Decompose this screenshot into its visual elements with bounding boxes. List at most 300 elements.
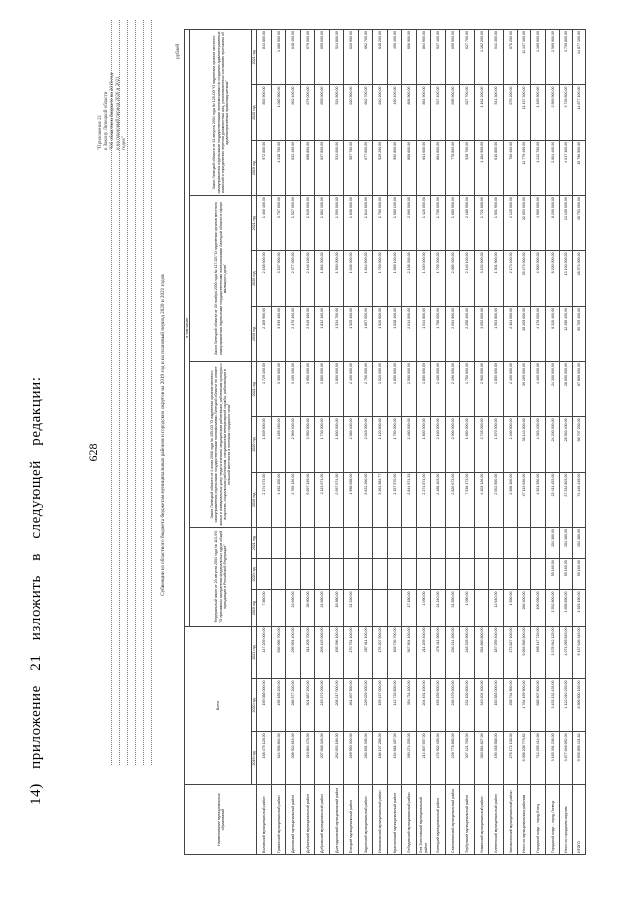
table-row — [445, 30, 460, 855]
value-cell: 27 332 803,00 — [560, 472, 573, 527]
value-cell: 1 862 300,00 — [315, 196, 330, 251]
value-cell: 14 877 100,00 — [573, 30, 586, 85]
year-header: 2021 год — [252, 362, 257, 417]
appendix-line: "Об областном бюджете на 2019 год — [110, 72, 115, 150]
value-cell: 2 258 400,00 — [460, 306, 475, 361]
value-cell: 168 475 128,00 — [257, 732, 272, 785]
appendix-line: годов" — [122, 136, 127, 150]
municipality-cell: Лев-Толстовский муниципальный район — [416, 785, 431, 855]
table-row — [387, 30, 402, 855]
value-cell — [387, 590, 402, 626]
value-cell: 2 820 673,00 — [445, 472, 460, 527]
value-cell: 2 113 071,00 — [315, 472, 330, 527]
value-cell — [300, 527, 315, 558]
value-cell: 1 527 000,00 — [286, 196, 301, 251]
value-cell: 176 207 500,00 — [373, 626, 388, 679]
municipality-cell: Липецкий муниципальный район — [431, 785, 446, 855]
value-cell — [358, 527, 373, 558]
value-cell: 864 900,00 — [416, 30, 431, 85]
value-cell: 3 739 800,00 — [560, 85, 573, 140]
value-cell: 4 017 100,00 — [560, 140, 573, 195]
value-cell — [518, 527, 531, 558]
year-header: 2021 год — [252, 30, 257, 85]
value-cell: 806 900,00 — [402, 30, 417, 85]
value-cell: 1 685 900,00 — [445, 196, 460, 251]
municipality-cell: Грязинский муниципальный район — [271, 785, 286, 855]
table-caption: Субвенции из областного бюджета бюджетам муниципальных районов и городских округов на 2019 год и на плановый период 2020 и 2021 годов — [160, 274, 166, 596]
value-cell: 1 800 000,00 — [416, 417, 431, 472]
value-cell — [344, 527, 359, 558]
value-cell: 778 800,00 — [445, 140, 460, 195]
value-cell: 620 900,00 — [344, 85, 359, 140]
value-cell: 1 090,00 — [416, 590, 431, 626]
amendment-heading — [28, 377, 45, 805]
value-cell: 3 109 100,00 — [286, 362, 301, 417]
municipality-cell: Хлевенский муниципальный район — [489, 785, 504, 855]
value-cell: 2 000 000,00 — [445, 417, 460, 472]
value-cell: 677 600,00 — [358, 140, 373, 195]
value-cell: 229 029 300,00 — [358, 679, 373, 732]
value-cell: 1 020 000,00 — [373, 362, 388, 417]
value-cell — [315, 527, 330, 558]
value-cell: 1 500 000,00 — [329, 251, 344, 306]
value-cell: 1 857 000,00 — [358, 306, 373, 361]
value-cell — [416, 559, 431, 590]
value-cell — [271, 590, 286, 626]
value-cell: 2 400 000,00 — [503, 362, 518, 417]
value-cell: 4 203 126,00 — [474, 472, 489, 527]
value-cell: 270 751 100,00 — [344, 626, 359, 679]
table-row — [518, 30, 531, 855]
table-row — [545, 30, 560, 855]
value-cell: 2 649 000,00 — [358, 417, 373, 472]
year-header: 2019 год — [252, 732, 257, 785]
value-cell: 183 583 000,00 — [489, 679, 504, 732]
value-cell — [373, 590, 388, 626]
value-cell: 4 400 000,00 — [531, 362, 546, 417]
value-cell: 2 085 300,00 — [445, 251, 460, 306]
value-cell — [416, 527, 431, 558]
value-cell: 898 800,00 — [300, 140, 315, 195]
value-cell: 208 217 000,00 — [329, 679, 344, 732]
year-header: 2020 год — [252, 559, 257, 590]
table-row — [503, 30, 518, 855]
value-cell: 11 137 300,00 — [518, 30, 531, 85]
appendix-line: к Закону Липецкой области — [104, 91, 109, 150]
value-cell: 2 745 000,00 — [474, 417, 489, 472]
table-row — [344, 30, 359, 855]
value-cell: 476 902 485,00 — [431, 732, 446, 785]
value-cell: 3 739 800,00 — [560, 30, 573, 85]
value-cell: 12 496 400,00 — [560, 306, 573, 361]
value-cell — [431, 527, 446, 558]
value-cell: 301 887 200,00 — [300, 679, 315, 732]
value-cell: 211 209 400,00 — [416, 626, 431, 679]
value-cell: 31 330,00 — [344, 590, 359, 626]
value-cell: 18 980,00 — [329, 590, 344, 626]
table-row — [300, 30, 315, 855]
value-cell: 2 377 000,00 — [286, 251, 301, 306]
municipality-cell: Задонский муниципальный район — [358, 785, 373, 855]
value-cell — [344, 559, 359, 590]
value-cell — [358, 590, 373, 626]
value-cell: 1 169 900,00 — [531, 85, 546, 140]
value-cell — [373, 527, 388, 558]
value-cell: 1 501 900,00 — [489, 251, 504, 306]
value-cell: 286 577 200,00 — [286, 679, 301, 732]
value-cell: 2 376 100,00 — [286, 306, 301, 361]
value-cell: 308 932 816,00 — [286, 732, 301, 785]
value-cell: 232 100 800,00 — [460, 679, 475, 732]
value-cell: 1 520 600,00 — [373, 306, 388, 361]
value-cell: 1 420 000,00 — [416, 196, 431, 251]
value-cell: 524 800,00 — [329, 85, 344, 140]
value-cell: 11 137 300,00 — [518, 85, 531, 140]
value-cell: 1 839 600,00 — [257, 417, 272, 472]
value-cell: 495 185 200,00 — [271, 679, 286, 732]
table-row — [257, 30, 272, 855]
value-cell: 1 184 900,00 — [474, 140, 489, 195]
value-cell: 2 969 400,00 — [286, 417, 301, 472]
value-cell: 390 274 255,00 — [402, 732, 417, 785]
municipality-cell: Городской округ - город Липецк — [545, 785, 560, 855]
municipality-cell: Усманский муниципальный район — [474, 785, 489, 855]
table-row — [531, 30, 546, 855]
year-header: 2019 год — [252, 590, 257, 626]
value-cell: 248 335 900,00 — [460, 626, 475, 679]
value-cell: 3 767 600,00 — [271, 196, 286, 251]
value-cell: 24 200 000,00 — [545, 417, 560, 472]
subventions-table — [184, 29, 586, 855]
table-row — [560, 30, 573, 855]
value-cell: 679 000,00 — [300, 85, 315, 140]
value-cell: 648 400,00 — [286, 30, 301, 85]
value-cell: 214 807 657,00 — [416, 732, 431, 785]
value-cell: 2 700 000,00 — [358, 362, 373, 417]
value-cell: 14 877 100,00 — [573, 85, 586, 140]
value-cell: 640 200,00 — [373, 85, 388, 140]
value-cell — [460, 527, 475, 558]
value-cell: 3 877 646 652,00 — [560, 732, 573, 785]
value-cell: 1 800 000,00 — [329, 362, 344, 417]
value-cell: 864 900,00 — [416, 85, 431, 140]
value-cell: 4 452 150,00 — [271, 472, 286, 527]
municipality-cell: Долгоруковский муниципальный район — [329, 785, 344, 855]
value-cell: 5 063 566 500,00 — [518, 626, 531, 679]
value-cell: 1 832 100,00 — [315, 306, 330, 361]
value-cell: 1 796 000,00 — [431, 306, 446, 361]
value-cell: 659 000,00 — [315, 85, 330, 140]
value-cell: 3 300 000,00 — [271, 362, 286, 417]
value-cell: 4 074 059 845,00 — [560, 626, 573, 679]
table-row — [573, 30, 586, 855]
value-cell: 541 300,00 — [489, 85, 504, 140]
page-number: 628 — [86, 443, 100, 462]
value-cell: 319 864 478,00 — [300, 732, 315, 785]
table-row — [431, 30, 446, 855]
value-cell: 524 800,00 — [329, 30, 344, 85]
value-cell: 2 125 000,00 — [503, 196, 518, 251]
value-cell: 207 668 326,00 — [315, 732, 330, 785]
value-cell: 2 002 500,00 — [489, 472, 504, 527]
table-row — [271, 30, 286, 855]
value-cell: 1 844 600,00 — [358, 251, 373, 306]
value-cell: 688 907 800,00 — [531, 679, 546, 732]
value-cell: 1 400 000,00 — [416, 251, 431, 306]
value-cell: 67 809 000,00 — [573, 362, 586, 417]
municipality-cell: Добровский муниципальный район — [315, 785, 330, 855]
value-cell: 3 269 450,00 — [271, 417, 286, 472]
value-cell — [489, 527, 504, 558]
value-cell: 142 733 800,00 — [387, 679, 402, 732]
value-cell: 972 800,00 — [257, 140, 272, 195]
value-cell: 1 721 600,00 — [474, 196, 489, 251]
value-cell: 3 052 600,00 — [474, 306, 489, 361]
municipality-cell: Чаплыгинский муниципальный район — [503, 785, 518, 855]
value-cell: 1 590,00 — [503, 590, 518, 626]
header-total: Всего — [185, 626, 252, 785]
value-cell: 12 640,00 — [489, 590, 504, 626]
value-cell: 28 563 400,00 — [560, 417, 573, 472]
value-cell: 2 060 000,00 — [402, 196, 417, 251]
value-cell: 624 556 864,00 — [271, 732, 286, 785]
value-cell: 154 380,00 — [545, 527, 560, 558]
value-cell: 45 753 000,00 — [573, 196, 586, 251]
value-cell: 354 711 200,00 — [402, 679, 417, 732]
units-label: рублей — [176, 44, 181, 59]
value-cell: 450 400,00 — [387, 85, 402, 140]
value-cell: 1 162 200,00 — [474, 85, 489, 140]
table-row — [286, 30, 301, 855]
value-cell: 354 660 800,00 — [474, 626, 489, 679]
value-cell: 1 800 000,00 — [416, 362, 431, 417]
value-cell: 1 212 700,00 — [531, 140, 546, 195]
value-cell: 4 122 040 235,00 — [560, 679, 573, 732]
value-cell: 50 705 400,00 — [573, 306, 586, 361]
year-header: 2021 год — [252, 626, 257, 679]
value-cell: 349 204 300,00 — [474, 679, 489, 732]
value-cell: 11 779 400,00 — [518, 140, 531, 195]
value-cell: 8 906 500 135,00 — [573, 679, 586, 732]
table-row — [402, 30, 417, 855]
value-cell: 4 176 000,00 — [531, 306, 546, 361]
value-cell: 676 200,00 — [503, 30, 518, 85]
value-cell: 5 007 139,00 — [300, 472, 315, 527]
value-cell: 1 318 700,00 — [271, 140, 286, 195]
value-cell: 295 951 400,00 — [286, 626, 301, 679]
value-cell — [402, 527, 417, 558]
value-cell: 459 159 500,00 — [431, 679, 446, 732]
year-header: 2019 год — [252, 306, 257, 361]
value-cell — [518, 559, 531, 590]
value-cell: 159 088 000,00 — [257, 679, 272, 732]
value-cell — [474, 527, 489, 558]
value-cell: 2 014 000,00 — [402, 306, 417, 361]
value-cell: 2 569 900,00 — [545, 30, 560, 85]
table-row — [416, 30, 431, 855]
value-cell — [402, 559, 417, 590]
value-cell — [445, 559, 460, 590]
municipality-cell: Данковский муниципальный район — [286, 785, 301, 855]
appendix-line: "Приложение 21 — [98, 114, 103, 150]
value-cell: 2 097 074,00 — [329, 472, 344, 527]
value-cell — [474, 559, 489, 590]
value-cell: 610 800,00 — [489, 140, 504, 195]
value-cell: 2 169 900,00 — [257, 306, 272, 361]
value-cell — [257, 559, 272, 590]
value-cell: 215 372 000,00 — [315, 679, 330, 732]
value-cell: 154 380,00 — [573, 527, 586, 558]
value-cell: 8 200 000,00 — [545, 196, 560, 251]
value-cell: 2 174 073,00 — [257, 472, 272, 527]
value-cell: 35 473 000,00 — [518, 251, 531, 306]
value-cell: 4 900 000,00 — [531, 196, 546, 251]
value-cell: 190 458 588,00 — [489, 732, 504, 785]
value-cell: 1 730 000,00 — [315, 417, 330, 472]
value-cell: 38 209 000,00 — [518, 306, 531, 361]
value-cell: 307 421 768,00 — [460, 732, 475, 785]
value-cell: 1 729 100,00 — [257, 362, 272, 417]
value-cell: 2 083 400,00 — [344, 417, 359, 472]
value-cell — [286, 527, 301, 558]
heading-word: приложение — [28, 685, 44, 769]
rotated-content — [28, 20, 630, 885]
value-cell: 648 200,00 — [373, 30, 388, 85]
value-cell: 2 900 000,00 — [474, 362, 489, 417]
value-cell — [460, 559, 475, 590]
value-cell — [329, 527, 344, 558]
header-in-total: в том числе — [185, 30, 190, 627]
value-cell — [286, 559, 301, 590]
value-cell: 537 400,00 — [431, 30, 446, 85]
value-cell — [271, 559, 286, 590]
header-group-3: Закон Липецкой области от 30 ноября 2000 года № 117-ОЗ "О наделении органов местного самоуправления отдельными государственными полномочиями Липецкой области в сфере жилищного дела" — [190, 196, 252, 362]
value-cell: 13 100 000,00 — [560, 251, 573, 306]
municipality-cell: ИТОГО — [573, 785, 586, 855]
value-cell: 1 705 300,00 — [431, 251, 446, 306]
value-cell: 676 200,00 — [503, 85, 518, 140]
value-cell: 1 925 190,00 — [573, 590, 586, 626]
value-cell: 2 400 500,00 — [503, 417, 518, 472]
header-group-2: Закон Липецкой области от 4 июля 2008 года № 155-ОЗ "О наделении органов местного самоуправления отдельными государственными полномочиями Липецкой области по оплате жилья и коммунальных услуг педагогическим, медицинским работникам, работникам культуры и искусства, социальным работникам, специалистам ветеринарной службы, работающим в сельской местности и поселках городского типа" — [190, 362, 252, 528]
value-cell — [300, 559, 315, 590]
value-cell: 1 636 300,00 — [344, 251, 359, 306]
table-row — [358, 30, 373, 855]
value-cell: 204 451 400,00 — [416, 679, 431, 732]
value-cell: 31 850,00 — [445, 590, 460, 626]
value-cell: 3 453 132 435,00 — [545, 679, 560, 732]
value-cell — [271, 527, 286, 558]
value-cell: 311 209 700,00 — [300, 626, 315, 679]
value-cell: 283 891 395,00 — [358, 732, 373, 785]
value-cell: 662 700,00 — [358, 30, 373, 85]
value-cell: 8 320 400,00 — [545, 306, 560, 361]
value-cell: 3 165 391 238,00 — [545, 732, 560, 785]
value-cell: 22 411 453,00 — [545, 472, 560, 527]
year-header: 2019 год — [252, 472, 257, 527]
value-cell: 928 700,00 — [460, 140, 475, 195]
heading-number: 14) — [28, 783, 44, 805]
value-cell: 159 137 000,00 — [373, 679, 388, 732]
municipality-cell: Измалковский муниципальный район — [373, 785, 388, 855]
header-group-4: Закон Липецкой области от 31 августа 2004 года № 125-ОЗ "О наделении органов местного самоуправления отдельными государственными полномочиями по созданию административных комиссий и определению перечня должностных лиц, уполномоченных составлять протоколы об административных правонарушениях" — [190, 30, 252, 196]
municipality-cell: Итого по городским округам — [560, 785, 573, 855]
value-cell: 679 000,00 — [300, 30, 315, 85]
scanned-page — [28, 20, 630, 885]
value-cell: 1 501 900,00 — [489, 196, 504, 251]
value-cell: 529 200,00 — [373, 140, 388, 195]
value-cell: 592 800,00 — [387, 140, 402, 195]
value-cell: 1 636 000,00 — [344, 196, 359, 251]
value-cell: 2 190 000,00 — [445, 362, 460, 417]
value-cell: 4 363 400,00 — [531, 417, 546, 472]
value-cell — [373, 559, 388, 590]
municipality-cell: Лебедянский муниципальный район — [402, 785, 417, 855]
value-cell: 276 172 138,00 — [503, 732, 518, 785]
value-cell: 24 240,00 — [431, 590, 446, 626]
value-cell: 3 167 900,00 — [271, 251, 286, 306]
value-cell: 627 700,00 — [460, 30, 475, 85]
value-cell: 258 734 900,00 — [503, 679, 518, 732]
value-cell: 659 000,00 — [315, 30, 330, 85]
value-cell: 695 117 720,00 — [531, 626, 546, 679]
value-cell: 186 107 288,00 — [373, 732, 388, 785]
municipality-cell: Становлянский муниципальный район — [445, 785, 460, 855]
value-cell: 273 827 100,00 — [503, 626, 518, 679]
value-cell: 1 760 000,00 — [373, 196, 388, 251]
value-cell: 808 600,00 — [402, 140, 417, 195]
value-cell — [503, 559, 518, 590]
value-cell: 1 552 800,00 — [545, 590, 560, 626]
value-cell: 3 261 583,77 — [373, 472, 388, 527]
value-cell: 1 080 900,00 — [271, 30, 286, 85]
value-cell: 47 113 636,00 — [518, 472, 531, 527]
value-cell — [387, 527, 402, 558]
value-cell: 1 850 000,00 — [489, 362, 504, 417]
value-cell: 2 146 100,00 — [300, 251, 315, 306]
value-cell: 6 058 208 779,82 — [518, 732, 531, 785]
value-cell: 637 800,00 — [315, 140, 330, 195]
value-cell: 13 100 000,00 — [560, 196, 573, 251]
value-cell: 1 528 100,00 — [387, 306, 402, 361]
value-cell: 48 573 000,00 — [573, 251, 586, 306]
value-cell: 3 622 260,00 — [358, 472, 373, 527]
value-cell: 2 185 900,00 — [460, 196, 475, 251]
value-cell: 662 700,00 — [358, 85, 373, 140]
value-cell: 864 600,00 — [431, 140, 446, 195]
value-cell: 4 784 459 900,00 — [518, 679, 531, 732]
value-cell: 32 653 000,00 — [518, 196, 531, 251]
value-cell: 261 267 900,00 — [344, 679, 359, 732]
value-cell: 1 658 890,00 — [560, 590, 573, 626]
value-cell: 39 209 000,00 — [518, 362, 531, 417]
municipality-cell: Елецкий муниципальный район — [344, 785, 359, 855]
heading-word: 21 — [28, 654, 44, 671]
value-cell: 1 750 000,00 — [460, 362, 475, 417]
value-cell: 1 870 000,00 — [489, 417, 504, 472]
header-municipality: Наименование муниципальных образований — [185, 785, 257, 855]
value-cell: 1 080 900,00 — [271, 85, 286, 140]
value-cell: 1 760 000,00 — [373, 251, 388, 306]
value-cell: 1 589 100,00 — [387, 251, 402, 306]
value-cell: 154 380,00 — [560, 527, 573, 558]
value-cell: 38 900,00 — [300, 590, 315, 626]
heading-word: редакции: — [28, 376, 44, 446]
value-cell: 55 160,00 — [545, 559, 560, 590]
value-cell — [431, 559, 446, 590]
municipality-cell: Краснинский муниципальный район — [387, 785, 402, 855]
value-cell: 1 589 100,00 — [387, 196, 402, 251]
